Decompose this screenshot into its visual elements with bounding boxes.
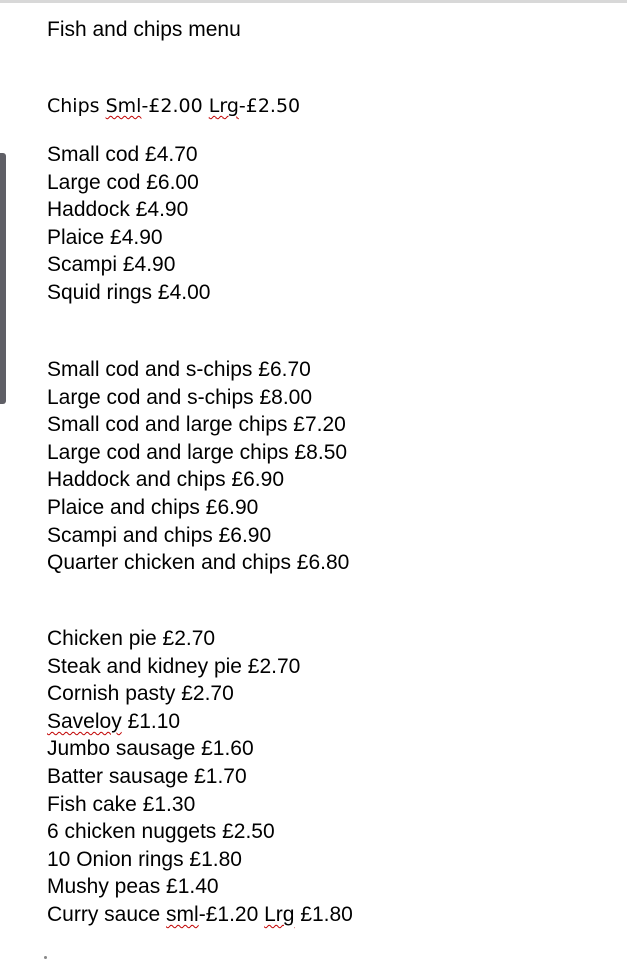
- curry-small-label: sml: [166, 902, 199, 926]
- menu-item: Large cod £6.00: [47, 170, 199, 194]
- menu-item: Cornish pasty £2.70: [47, 682, 234, 706]
- menu-item-saveloy: [47, 708, 353, 736]
- menu-item: Large cod and large chips £8.50: [47, 440, 348, 464]
- menu-item: Steak and kidney pie £2.70: [47, 654, 301, 678]
- top-border: [0, 0, 627, 3]
- menu-item: Small cod £4.70: [47, 143, 198, 166]
- menu-item: 6 chicken nuggets £2.50: [47, 820, 275, 844]
- meals-section: [47, 356, 349, 577]
- menu-item: Mushy peas £1.40: [47, 875, 219, 899]
- menu-item: Jumbo sausage £1.60: [47, 737, 254, 761]
- menu-item-curry-sauce: [47, 901, 353, 929]
- menu-item: Small cod and large chips £7.20: [47, 413, 346, 437]
- saveloy-name: Saveloy: [47, 709, 122, 733]
- menu-item: Quarter chicken and chips £6.80: [47, 551, 350, 575]
- curry-large-label: Lrg: [264, 902, 295, 926]
- chips-small-price: -£2.00: [141, 95, 203, 117]
- menu-item: 10 Onion rings £1.80: [47, 847, 242, 871]
- menu-item: Fish cake £1.30: [47, 792, 196, 816]
- curry-small-price: -£1.20: [198, 902, 265, 926]
- menu-item: Plaice and chips £6.90: [47, 495, 259, 519]
- page-edge-mark: [44, 956, 47, 959]
- menu-item: Haddock and chips £6.90: [47, 468, 284, 492]
- fish-section: [47, 141, 210, 307]
- extras-section: [47, 625, 353, 929]
- page-title: Fish and chips menu: [47, 18, 241, 41]
- menu-item: Plaice £4.90: [47, 225, 163, 249]
- menu-item: Haddock £4.90: [47, 198, 189, 222]
- chips-large-price: -£2.50: [238, 95, 301, 117]
- chips-label: Chips: [47, 95, 100, 117]
- menu-item: Scampi £4.90: [47, 253, 176, 277]
- menu-item: Squid rings £4.00: [47, 280, 211, 304]
- menu-item: Batter sausage £1.70: [47, 764, 247, 788]
- chips-large-label: Lrg: [208, 95, 239, 117]
- menu-item: Scampi and chips £6.90: [47, 523, 272, 547]
- curry-prefix: Curry sauce: [47, 902, 167, 926]
- chips-price-line: [47, 94, 300, 118]
- saveloy-price: £1.10: [127, 709, 181, 733]
- chips-small-label: Sml: [105, 95, 142, 117]
- scrollbar-thumb[interactable]: [0, 153, 6, 404]
- curry-large-price: £1.80: [300, 902, 353, 926]
- menu-item: Chicken pie £2.70: [47, 627, 216, 650]
- menu-item: Large cod and s-chips £8.00: [47, 385, 313, 409]
- menu-item: Small cod and s-chips £6.70: [47, 358, 311, 381]
